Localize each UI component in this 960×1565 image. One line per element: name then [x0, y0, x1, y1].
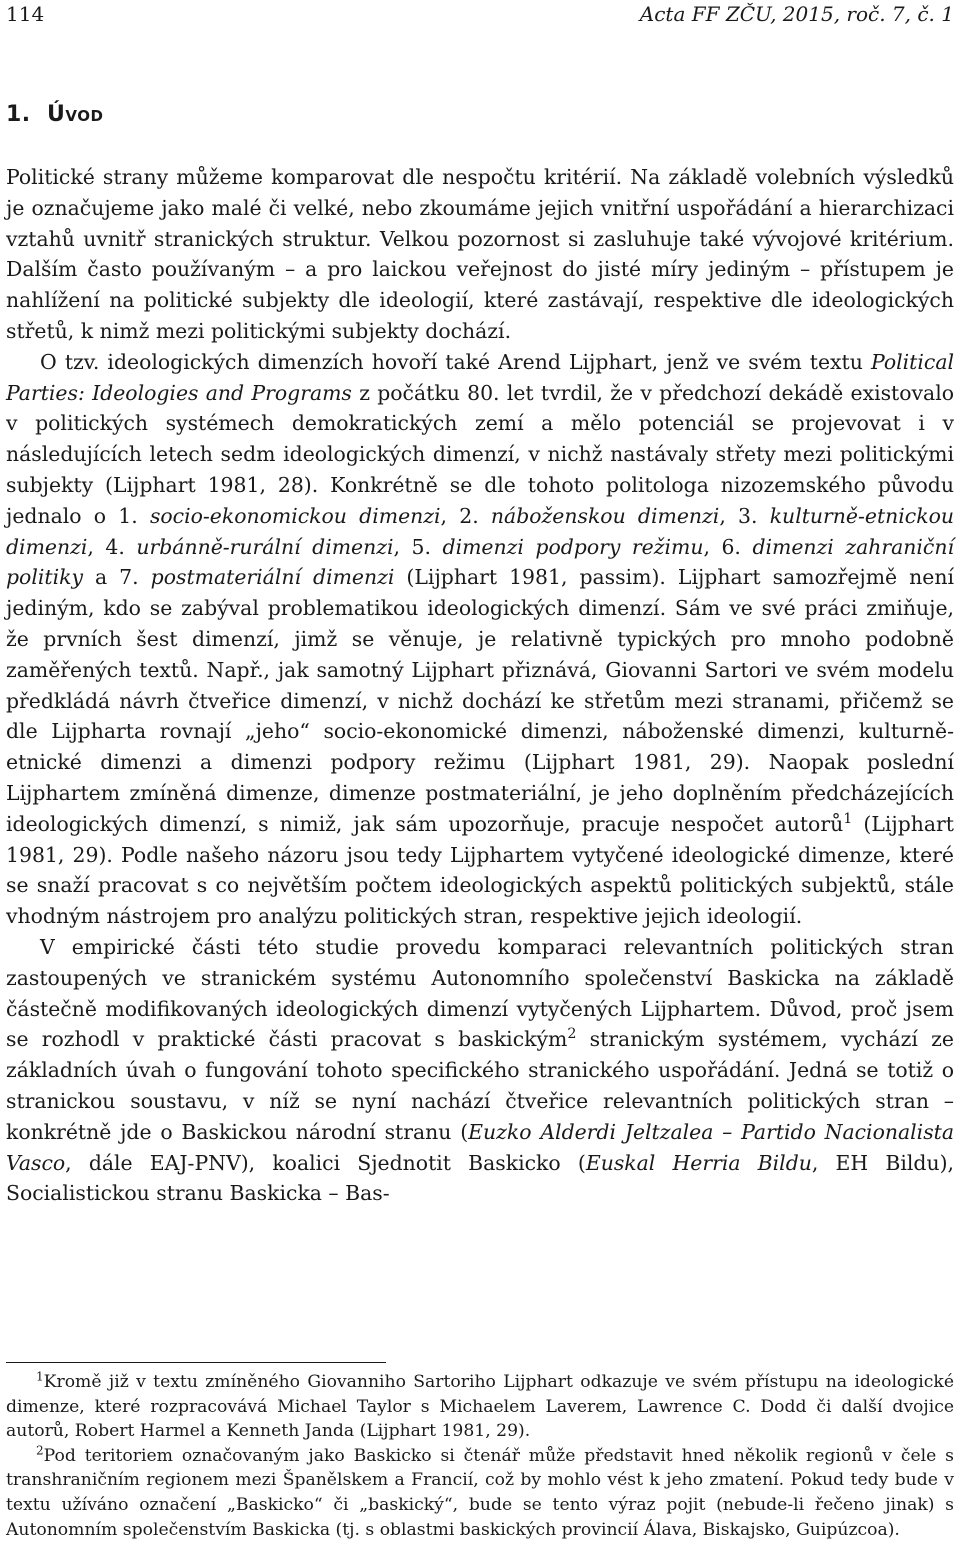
party-name-original: Euzko Alderdi Jeltzalea – Partido Nacionalista Vasco — [6, 1119, 955, 1175]
paragraph-1-text: Politické strany můžeme komparovat dle nespočtu kritérií. Na základě volebních výsledků je označujeme jako malé či velké, nebo zkoumáme jejich vnitřní uspořádání a hierarchizaci vztahů uvnitř stranických struktur. Velkou pozornost si zasluhuje také vývojové kritérium. Dalším často používaným – a pro laickou veřejnost do jisté míry jediným – přístupem je nahlížení na politické subjekty dle ideologií, které zastávají, respektive dle ideologických střetů, k nimž mezi politickými subjekty dochází. — [6, 165, 954, 343]
dimension-term: dimenzi zahraniční politiky — [6, 534, 954, 590]
book-title: Political Parties: Ideologies and Programs — [6, 349, 954, 405]
paragraph-3 — [6, 932, 954, 1209]
running-header — [6, 2, 954, 32]
text-run: , dále EAJ-PNV), koalici Sjednotit Baskicko ( — [65, 1150, 586, 1175]
text-run: , 3. — [719, 503, 770, 528]
dimension-term: dimenzi podpory režimu — [442, 534, 704, 559]
dimension-term: postmateriální dimenzi — [150, 565, 395, 590]
paragraph-2 — [6, 347, 954, 932]
footnote-mark: 1 — [36, 1369, 44, 1384]
footnote-1 — [6, 1370, 954, 1444]
text-run: O tzv. ideologických dimenzích hovoří také Arend Lijphart, jenž ve svém textu — [40, 349, 871, 374]
footnote-ref-2[interactable]: 2 — [567, 1026, 577, 1043]
footnotes — [6, 1370, 954, 1542]
text-run: , EH Bildu), Socialistickou stranu Baskicka – Bas- — [6, 1150, 955, 1206]
text-run: , 6. — [703, 534, 753, 559]
footnote-mark: 2 — [36, 1443, 44, 1458]
section-heading — [6, 102, 103, 127]
dimension-term: socio-ekonomickou dimenzi — [149, 503, 441, 528]
dimension-term: kulturně-etnickou dimenzi — [6, 503, 954, 559]
text-run: stranickým systémem, vychází ze základních úvah o fungování tohoto specifického stranického uspořádání. Jedná se totiž o stranickou soustavu, v níž se nyní nachází čtveřice relevantních politických stran – konkrétně jde o Baskickou národní stranu ( — [6, 1027, 954, 1144]
footnote-divider — [6, 1362, 386, 1363]
footnote-text: Kromě již v textu zmíněného Giovanniho Sartoriho Lijphart odkazuje ve svém přístupu na ideologické dimenze, které rozpracovává Michael Taylor s Michaelem Laverem, Lawrence C. Dodd či další dvojice autorů, Robert Harmel a Kenneth Janda (Lijphart 1981, 29). — [6, 1372, 954, 1442]
text-run: z počátku 80. let tvrdil, že v předchozí dekádě existovalo v politických systémech demokratických zemí a mělo potenciál se projevovat i v následujících letech sedm ideologických dimenzí, v nichž nastávaly střety mezi politickými subjekty (Lijphart 1981, 28). Konkrétně se dle tohoto politologa nizozemského původu jednalo o 1. — [6, 380, 954, 528]
text-run: V empirické části této studie provedu komparaci relevantních politických stran zastoupených ve stranickém systému Autonomního společenství Baskicka na základě částečně modifikovaných ideologických dimenzí vytyčených Lijphartem. Důvod, proč jsem se rozhodl v praktické části pracovat s baskickým — [6, 934, 954, 1052]
paragraph-1 — [6, 162, 954, 347]
journal-citation: Acta FF ZČU, 2015, roč. 7, č. 1 — [639, 2, 954, 26]
section-title-text: Úvod — [47, 102, 104, 127]
dimension-term: náboženskou dimenzi — [490, 503, 720, 528]
section-number: 1. — [6, 102, 31, 127]
body-text — [6, 162, 954, 1209]
footnote-ref-1[interactable]: 1 — [843, 810, 853, 827]
text-run: (Lijphart 1981, 29). Podle našeho názoru jsou tedy Lijphartem vytyčené ideologické dimenze, které se snaží pracovat s co největším počtem ideologických aspektů politických subjektů, stále vhodným nástrojem pro analýzu politických stran, respektive jejich ideologií. — [6, 811, 954, 929]
footnote-text: Pod teritoriem označovaným jako Baskicko si čtenář může představit hned několik regionů v čele s transhraničním regionem mezi Španělskem a Francií, což by mohlo vést k jeho zmatení. Pokud tedy bude v textu užíváno označení „Baskicko“ či „baskický“, bude se tento výraz pojit (nebude-li řečeno jinak) s Autonomním společenstvím Baskicka (tj. s oblastmi baskických provincií Álava, Biskajsko, Guipúzcoa). — [6, 1445, 954, 1540]
footnote-2 — [6, 1444, 954, 1542]
dimension-term: urbánně-rurální dimenzi — [136, 534, 394, 559]
text-run: , 5. — [393, 534, 443, 559]
party-name-original: Euskal Herria Bildu — [585, 1150, 812, 1175]
page-number: 114 — [6, 2, 45, 26]
text-run: a 7. — [82, 565, 151, 590]
text-run: (Lijphart 1981, passim). Lijphart samozřejmě není jediným, kdo se zabýval problematikou ideologických dimenzí. Sám ve své práci zmiňuje, že prvních šest dimenzí, jimž se věnuje, je relativně typických pro mnoho podobně zaměřených textů. Např., jak samotný Lijphart přiznává, Giovanni Sartori ve svém modelu předkládá návrh čtveřice dimenzí, v nichž dochází ke střetům mezi stranami, přičemž se dle Lijpharta rovnají „jeho“ socio-ekonomické dimenzi, náboženské dimenzi, kulturně-etnické dimenzi a dimenzi podpory režimu (Lijphart 1981, 29). Naopak poslední Lijphartem zmíněná dimenze, dimenze postmateriální, je jeho doplněním předcházejících ideologických dimenzí, s nimiž, jak sám upozorňuje, pracuje nespočet autorů — [6, 565, 955, 836]
text-run: , 4. — [87, 534, 137, 559]
text-run: , 2. — [440, 503, 491, 528]
